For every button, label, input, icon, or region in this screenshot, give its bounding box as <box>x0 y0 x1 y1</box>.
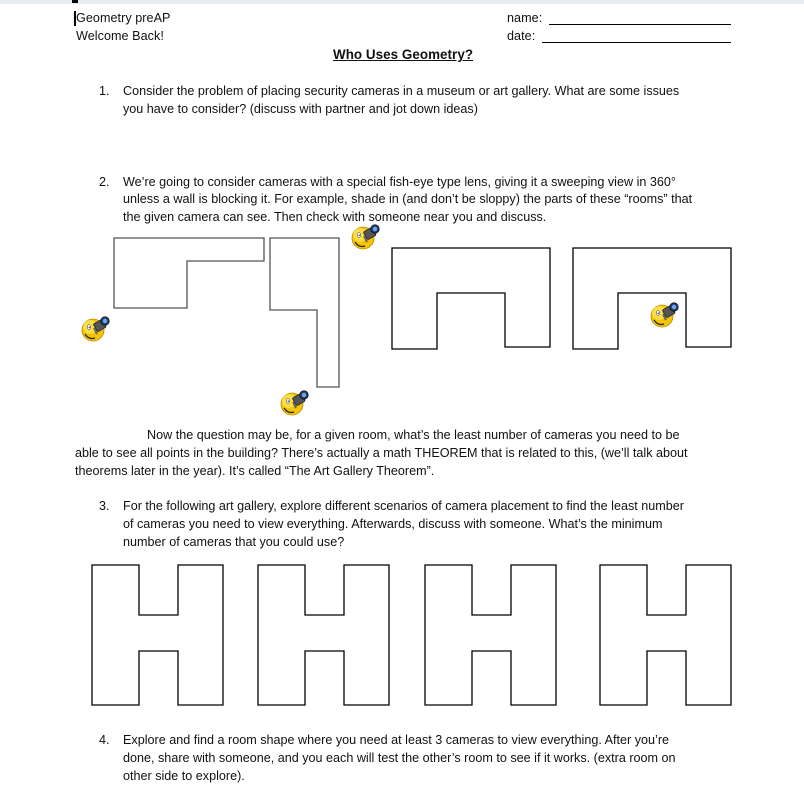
question-4-line-3: other side to explore). <box>123 769 245 783</box>
camera-smiley-icon-1 <box>82 317 109 341</box>
camera-smiley-icon-4 <box>651 303 678 327</box>
camera-smiley-icon-3 <box>352 225 379 249</box>
question-1-number: 1. <box>99 84 110 98</box>
gallery-h-1 <box>92 565 223 705</box>
room-l-shape <box>114 238 264 308</box>
interlude-line-1: Now the question may be, for a given room, what’s the least number of cameras you need to be <box>147 428 680 442</box>
question-1-line-1: Consider the problem of placing security cameras in a museum or art gallery. What are some issues <box>123 84 680 98</box>
greeting: Welcome Back! <box>76 29 164 43</box>
question-2-number: 2. <box>99 175 110 189</box>
question-4-number: 4. <box>99 733 110 747</box>
question-2-line-1: We’re going to consider cameras with a special fish-eye type lens, giving it a sweeping view in 360° <box>123 175 676 189</box>
question-3-line-1: For the following art gallery, explore different scenarios of camera placement to find the least number <box>123 499 684 513</box>
interlude-line-3: theorems later in the year). It’s called “The Art Gallery Theorem”. <box>75 464 435 478</box>
room-u-shape-2 <box>573 248 731 349</box>
question-2-line-3: the given camera can see. Then check with someone near you and discuss. <box>123 210 547 224</box>
question-1-line-2: you have to consider? (discuss with partner and jot down ideas) <box>123 102 478 116</box>
question-2-line-2: unless a wall is blocking it. For example, shade in (and don’t be sloppy) the parts of these “rooms” that <box>123 192 693 206</box>
camera-smiley-icon-2 <box>281 391 308 415</box>
question-4-line-2: done, share with someone, and you each will test the other’s room to see if it works. (extra room on <box>123 751 676 765</box>
question-4-line-1: Explore and find a room shape where you need at least 3 cameras to view everything. After you’re <box>123 733 670 747</box>
gallery-h-3 <box>425 565 556 705</box>
name-label: name: <box>507 11 543 25</box>
page-title: Who Uses Geometry? <box>333 47 474 62</box>
gallery-h-4 <box>600 565 731 705</box>
gallery-h-2 <box>258 565 389 705</box>
course-name: Geometry preAP <box>76 11 171 25</box>
date-label: date: <box>507 29 536 43</box>
question-3-line-2: of cameras you need to view everything. Afterwards, discuss with someone. What’s the minimum <box>123 517 663 531</box>
question-3-number: 3. <box>99 499 110 513</box>
question-3-line-3: number of cameras that you could use? <box>123 535 345 549</box>
room-reverse-l <box>270 238 339 387</box>
interlude-line-2: able to see all points in the building? There’s actually a math THEOREM that is related to this, (we’ll talk about <box>75 446 688 460</box>
room-u-shape-1 <box>392 248 550 349</box>
